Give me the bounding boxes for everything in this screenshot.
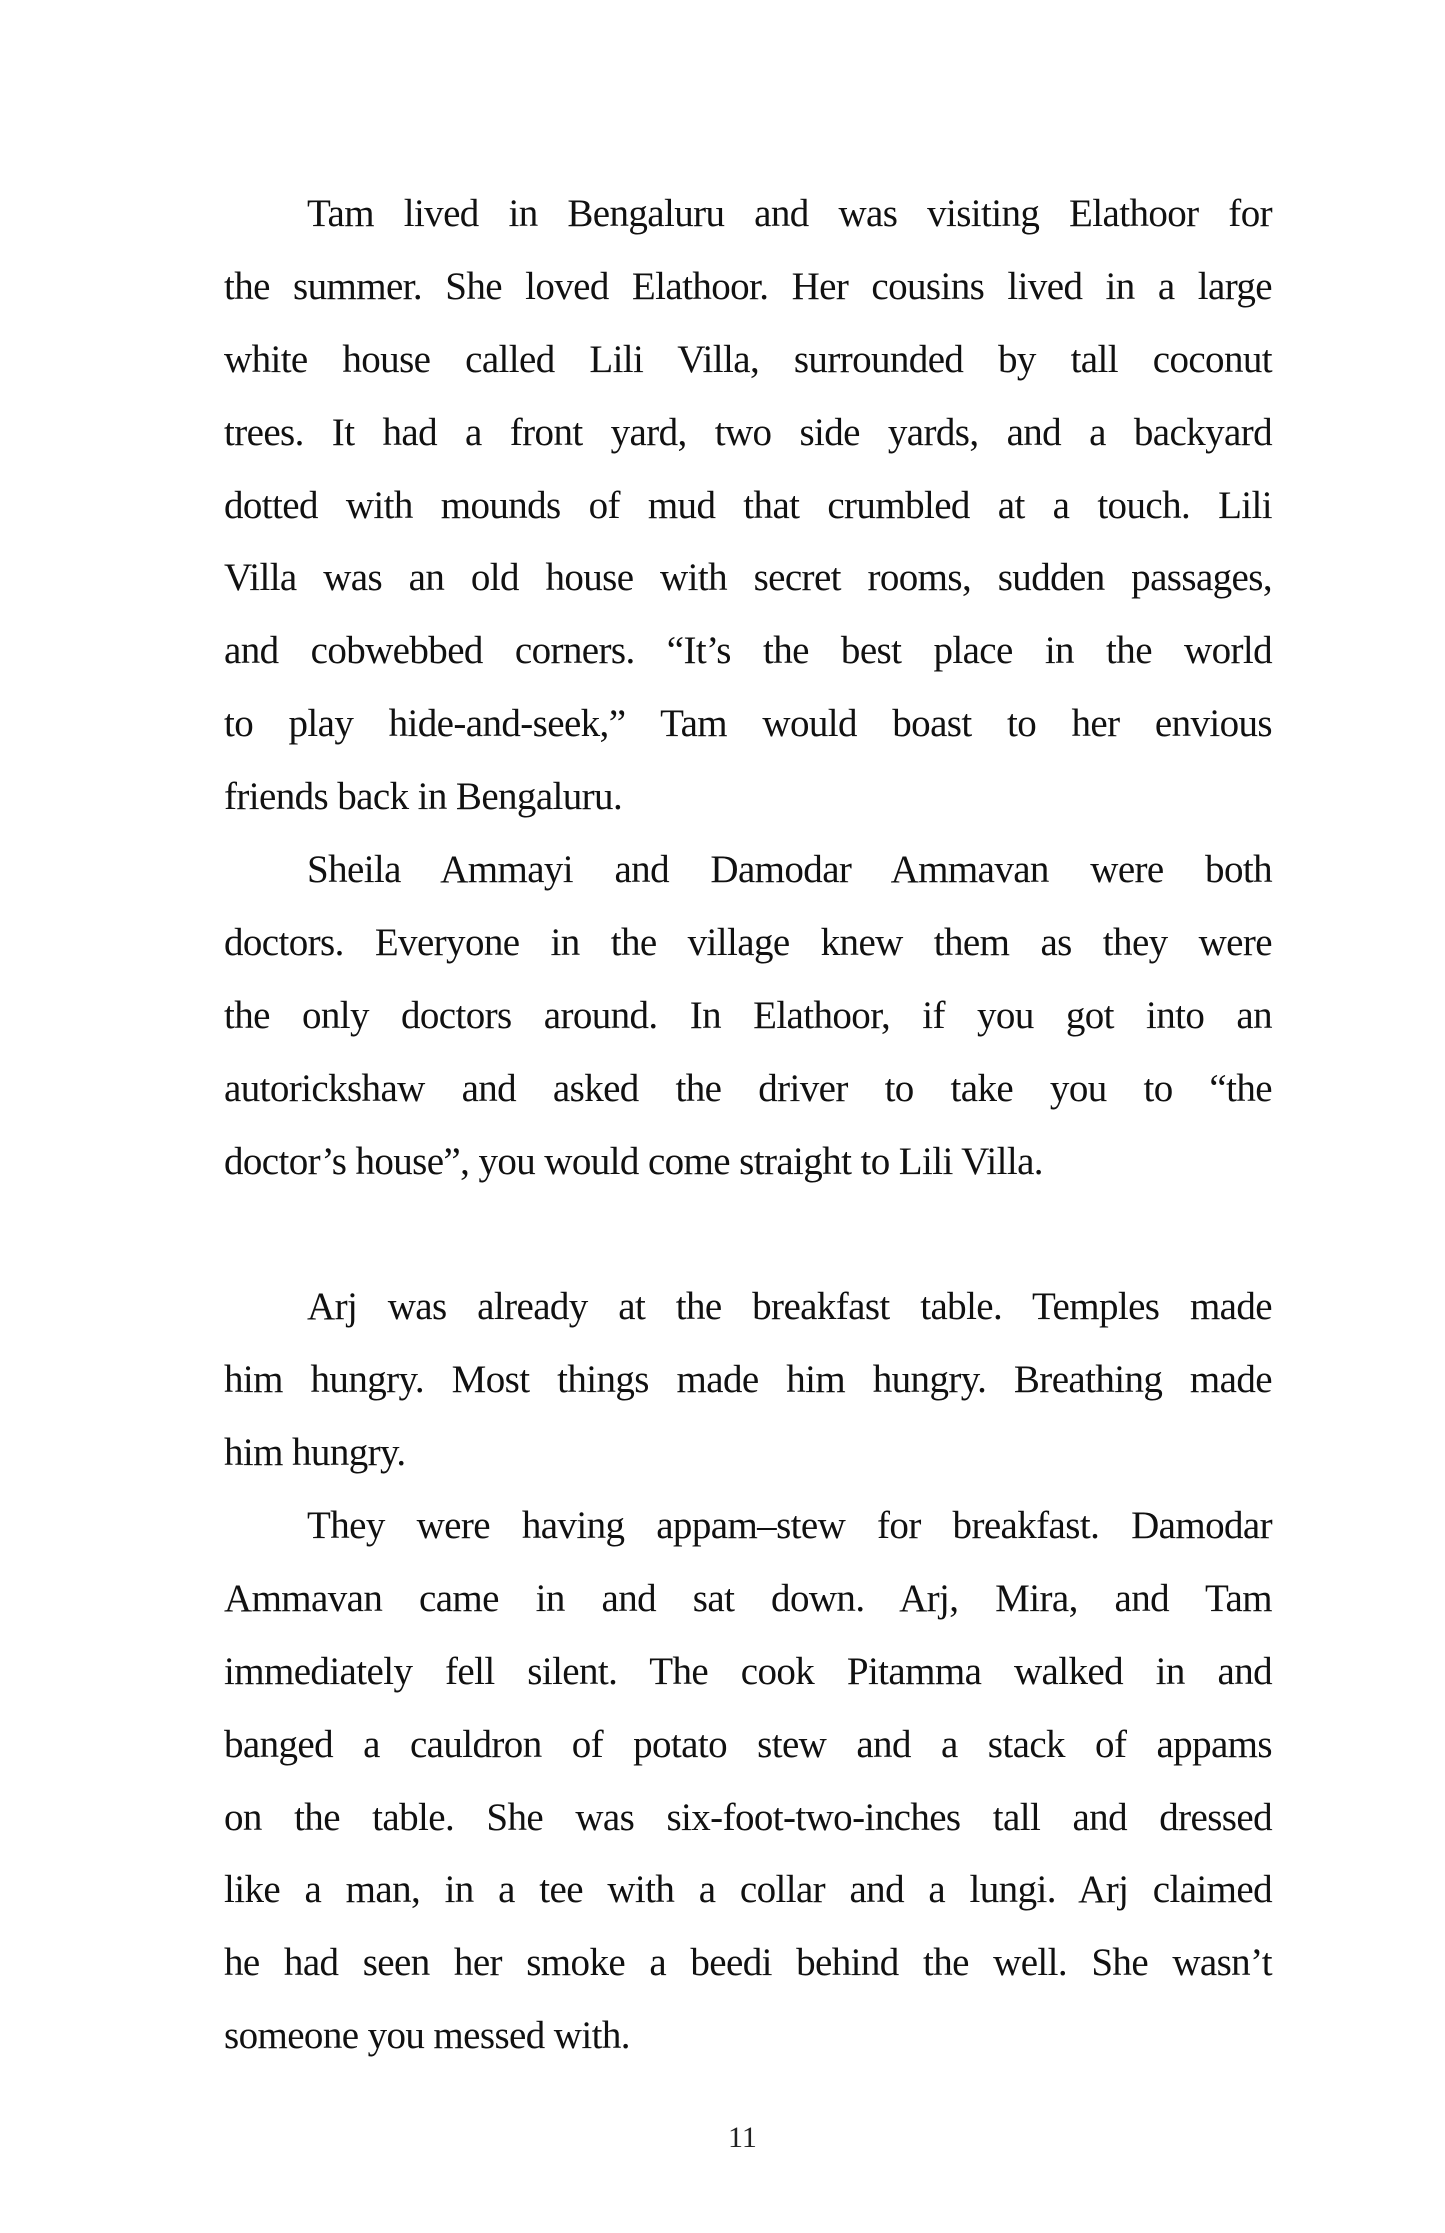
- text-line: him hungry. Most things made him hungry. Breathing made: [224, 1358, 1272, 1402]
- section-break: [224, 1198, 1272, 1271]
- text-line: he had seen her smoke a beedi behind the well. She wasn’t: [224, 1941, 1272, 1985]
- text-line: They were having appam–stew for breakfast. Damodar: [307, 1504, 1272, 1548]
- paragraph-3: [224, 1271, 1272, 1490]
- text-line: to play hide-and-seek,” Tam would boast to her envious: [224, 702, 1272, 746]
- text-line: trees. It had a front yard, two side yards, and a backyard: [224, 410, 1272, 454]
- text-line: Villa was an old house with secret rooms, sudden passages,: [224, 556, 1272, 600]
- body-text: [224, 178, 1272, 2073]
- text-line: like a man, in a tee with a collar and a lungi. Arj claimed: [224, 1868, 1272, 1912]
- text-line: doctor’s house”, you would come straight to Lili Villa.: [224, 1139, 1043, 1183]
- text-line: doctors. Everyone in the village knew them as they were: [224, 920, 1272, 964]
- text-line: friends back in Bengaluru.: [224, 775, 623, 819]
- text-line: and cobwebbed corners. “It’s the best place in the world: [224, 629, 1272, 673]
- text-line: the only doctors around. In Elathoor, if you got into an: [224, 993, 1272, 1037]
- text-line: on the table. She was six-foot-two-inches tall and dressed: [224, 1795, 1272, 1839]
- text-line: immediately fell silent. The cook Pitamma walked in and: [224, 1649, 1272, 1693]
- text-line: the summer. She loved Elathoor. Her cousins lived in a large: [224, 264, 1272, 308]
- text-line: banged a cauldron of potato stew and a stack of appams: [224, 1722, 1272, 1766]
- text-line: Tam lived in Bengaluru and was visiting Elathoor for: [307, 192, 1272, 235]
- text-line: Ammavan came in and sat down. Arj, Mira, and Tam: [224, 1576, 1272, 1620]
- page-number: 11: [728, 2121, 757, 2154]
- paragraph-2: [224, 834, 1272, 1198]
- text-line: white house called Lili Villa, surrounded by tall coconut: [224, 337, 1272, 381]
- text-line: him hungry.: [224, 1431, 406, 1475]
- paragraph-1: [224, 178, 1272, 834]
- text-line: dotted with mounds of mud that crumbled at a touch. Lili: [224, 483, 1272, 527]
- paragraph-4: [224, 1490, 1272, 2073]
- text-line: autorickshaw and asked the driver to take you to “the: [224, 1066, 1272, 1110]
- text-line: someone you messed with.: [224, 2014, 630, 2058]
- text-line: Sheila Ammayi and Damodar Ammavan were both: [307, 848, 1272, 892]
- text-line: Arj was already at the breakfast table. Temples made: [307, 1285, 1272, 1329]
